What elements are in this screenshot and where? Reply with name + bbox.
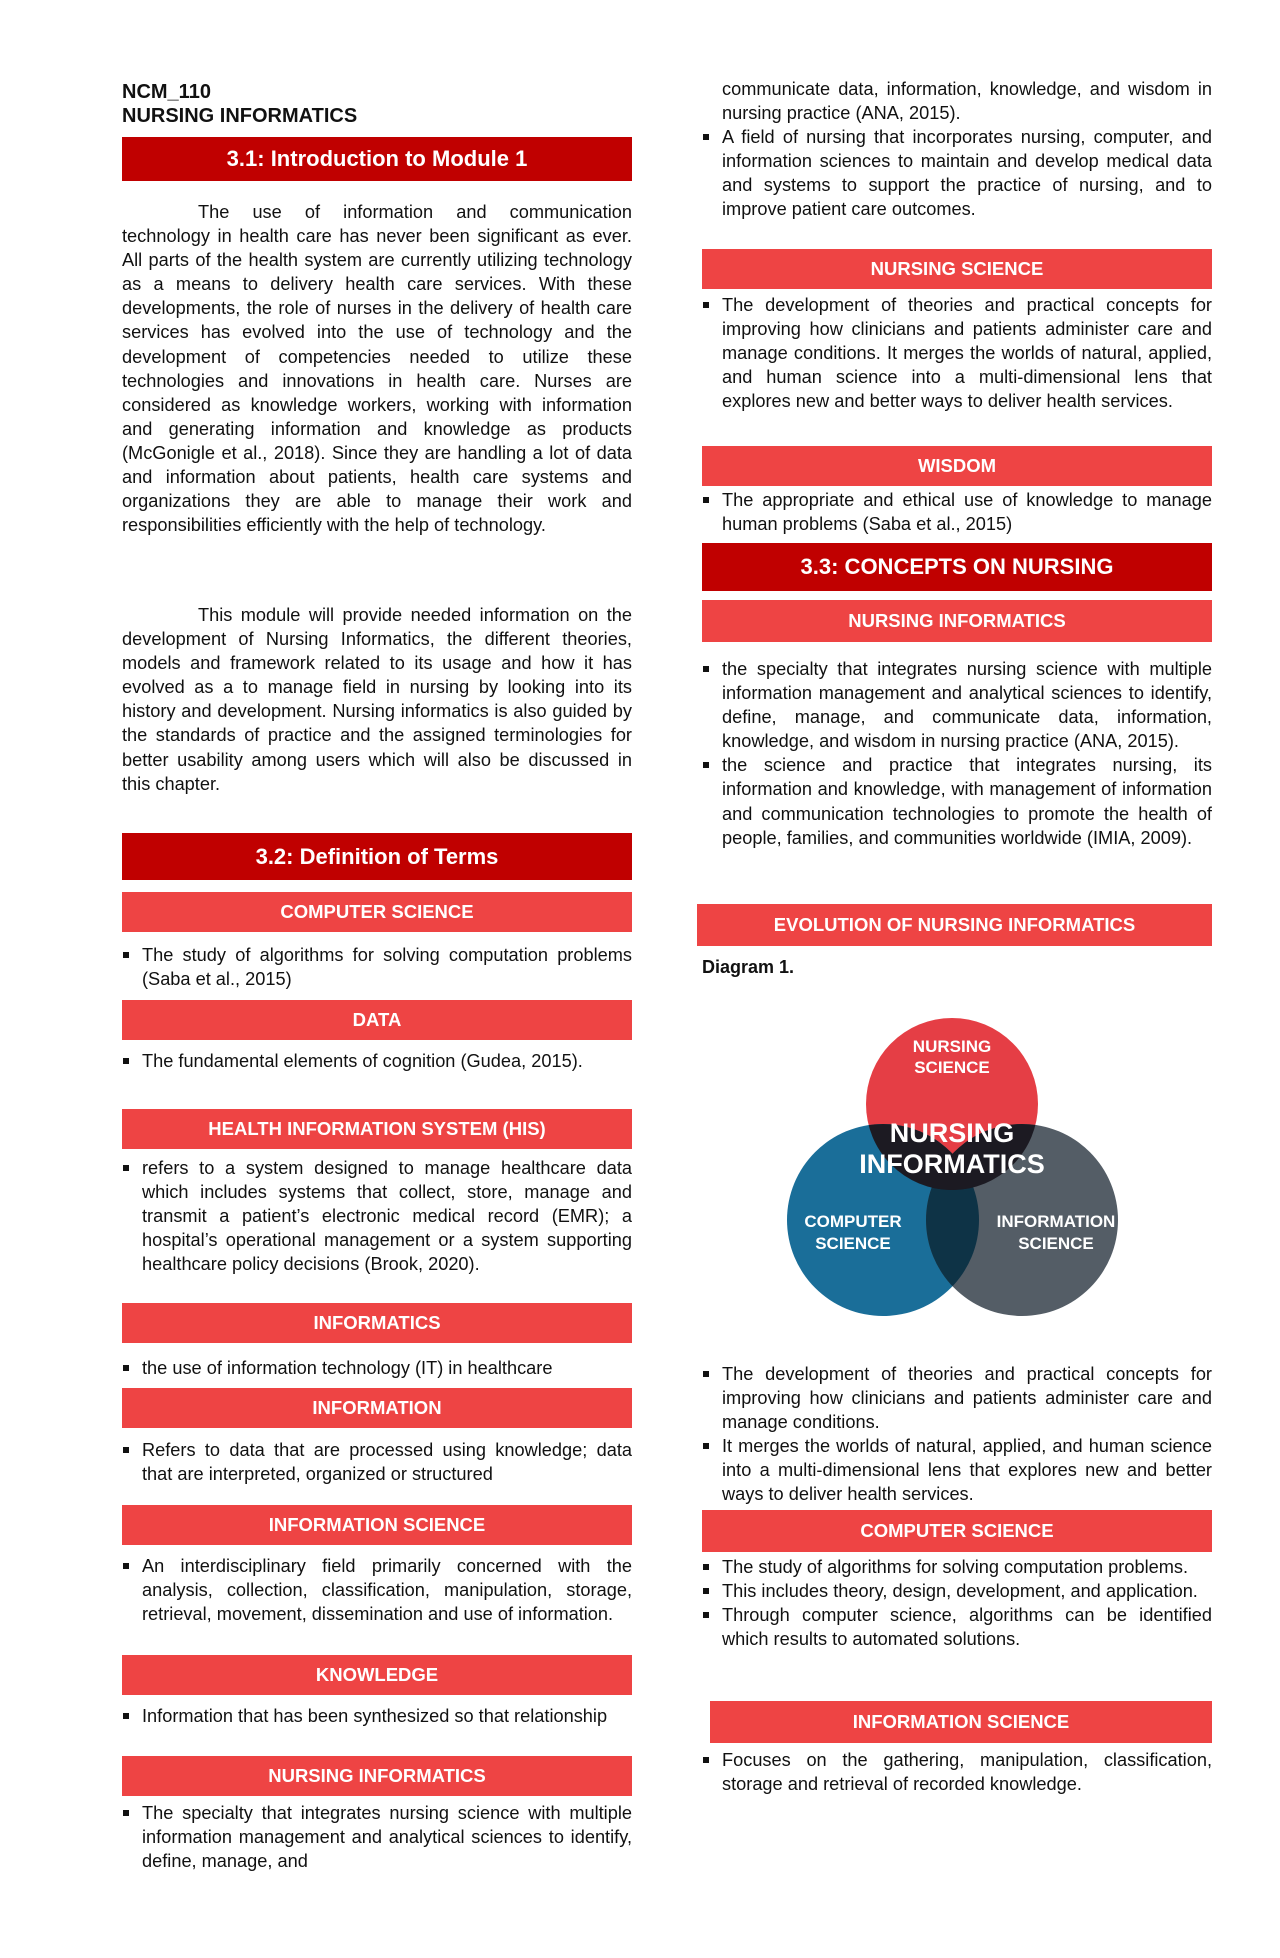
term-label-information-science: INFORMATION SCIENCE <box>122 1505 632 1545</box>
list-item: Through computer science, algorithms can be identified which results to automated solutions. <box>702 1603 1212 1651</box>
term-list-knowledge <box>122 1704 632 1728</box>
term-label-nursing-science: NURSING SCIENCE <box>702 249 1212 289</box>
concept-label-nursing-informatics: NURSING INFORMATICS <box>702 600 1212 642</box>
concept-list-information-science <box>702 1748 1212 1796</box>
term-label-computer-science: COMPUTER SCIENCE <box>122 892 632 932</box>
section-heading-3-3: 3.3: CONCEPTS ON NURSING <box>702 543 1212 591</box>
term-label-informatics: INFORMATICS <box>122 1303 632 1343</box>
concept-label-information-science: INFORMATION SCIENCE <box>710 1701 1212 1743</box>
nursing-informatics-continued: communicate data, information, knowledge, and wisdom in nursing practice (ANA, 2015). <box>722 79 1212 124</box>
list-item: The development of theories and practical concepts for improving how clinicians and patients administer care and manage conditions. <box>702 1362 1212 1434</box>
venn-label-center-1: NURSING <box>889 1118 1015 1148</box>
document-title: NURSING INFORMATICS <box>122 105 358 127</box>
concept-list-nursing-informatics <box>702 657 1212 850</box>
venn-label-right-1: INFORMATION <box>996 1212 1116 1231</box>
list-item: The specialty that integrates nursing science with multiple information management and analytical sciences to identify, define, manage, and <box>122 1801 632 1873</box>
term-list-information <box>122 1438 632 1486</box>
term-list-information-science <box>122 1554 632 1626</box>
list-item: the use of information technology (IT) in healthcare <box>122 1356 632 1380</box>
intro-paragraph-1 <box>122 200 632 537</box>
list-item: The study of algorithms for solving computation problems. <box>702 1555 1212 1579</box>
term-list-nursing-informatics <box>122 1801 632 1873</box>
intro-paragraph-2-text: This module will provide needed information on the development of Nursing Informatics, the different theories, models and framework related to its usage and how it has evolved as a to manage field in nursing by looking into its history and development. Nursing informatics is also guided by the standards of practice and the assigned terminologies for better usability among users which will also be discussed in this chapter. <box>122 605 632 794</box>
term-label-his: HEALTH INFORMATION SYSTEM (HIS) <box>122 1109 632 1149</box>
intro-paragraph-2 <box>122 603 632 796</box>
list-item: A field of nursing that incorporates nursing, computer, and information sciences to maintain and develop medical data and systems to support the practice of nursing, and to improve patient care outcomes. <box>702 125 1212 221</box>
section-heading-3-1: 3.1: Introduction to Module 1 <box>122 137 632 181</box>
list-item: Focuses on the gathering, manipulation, classification, storage and retrieval of recorded knowledge. <box>702 1748 1212 1796</box>
nursing-science-evolution-list <box>702 1362 1212 1507</box>
list-item: refers to a system designed to manage healthcare data which includes systems that collect, store, manage and transmit a patient’s electronic medical record (EMR); a hospital’s operational management or a system supporting healthcare policy decisions (Brook, 2020). <box>122 1156 632 1276</box>
term-list-nursing-science <box>702 293 1212 413</box>
venn-label-top-2: SCIENCE <box>914 1058 990 1077</box>
term-list-data <box>122 1049 632 1073</box>
list-item: It merges the worlds of natural, applied, and human science into a multi-dimensional lens that explores new and better ways to deliver health services. <box>702 1434 1212 1506</box>
list-item: This includes theory, design, development, and application. <box>702 1579 1212 1603</box>
diagram-caption: Diagram 1. <box>702 957 795 977</box>
venn-label-center-2: INFORMATICS <box>859 1149 1045 1179</box>
venn-label-right-2: SCIENCE <box>1018 1234 1094 1253</box>
list-item: the science and practice that integrates nursing, its information and knowledge, with management of information and communication technologies to promote the health of people, families, and communities worldwide (IMIA, 2009). <box>702 753 1212 849</box>
list-item: The development of theories and practical concepts for improving how clinicians and patients administer care and manage conditions. It merges the worlds of natural, applied, and human science into a multi-dimensional lens that explores new and better ways to deliver health services. <box>702 293 1212 413</box>
term-label-wisdom: WISDOM <box>702 446 1212 486</box>
section-heading-3-2: 3.2: Definition of Terms <box>122 833 632 880</box>
list-item: The appropriate and ethical use of knowledge to manage human problems (Saba et al., 2015) <box>702 488 1212 536</box>
concept-label-computer-science: COMPUTER SCIENCE <box>702 1510 1212 1552</box>
term-label-nursing-informatics: NURSING INFORMATICS <box>122 1756 632 1796</box>
list-item: Information that has been synthesized so that relationship <box>122 1704 632 1728</box>
term-label-knowledge: KNOWLEDGE <box>122 1655 632 1695</box>
concept-list-computer-science <box>702 1555 1212 1651</box>
list-item: the specialty that integrates nursing science with multiple information management and analytical sciences to identify, define, manage, and communicate data, information, knowledge, and wisdom in nursing practice (ANA, 2015). <box>702 657 1212 753</box>
list-item: The study of algorithms for solving computation problems (Saba et al., 2015) <box>122 943 632 991</box>
venn-label-left-2: SCIENCE <box>815 1234 891 1253</box>
nursing-informatics-list-continued <box>702 125 1212 221</box>
term-list-informatics <box>122 1356 632 1380</box>
intro-paragraph-1-text: The use of information and communication technology in health care has never been significant as ever. All parts of the health system are currently utilizing technology as a means to delivery health care services. With these developments, the role of nurses in the delivery of health care services has evolved into the use of technology and the development of competencies needed to utilize these technologies and innovations in health care. Nurses are considered as knowledge workers, working with information and generating information and knowledge as products (McGonigle et al., 2018). Since they are handling a lot of data and information about patients, health care systems and organizations they are able to manage their work and responsibilities efficiently with the help of technology. <box>122 202 632 536</box>
concept-label-evolution: EVOLUTION OF NURSING INFORMATICS <box>697 904 1212 946</box>
term-list-computer-science <box>122 943 632 991</box>
list-item: The fundamental elements of cognition (Gudea, 2015). <box>122 1049 632 1073</box>
list-item: An interdisciplinary field primarily concerned with the analysis, collection, classification, manipulation, storage, retrieval, movement, dissemination and use of information. <box>122 1554 632 1626</box>
term-label-data: DATA <box>122 1000 632 1040</box>
venn-label-top-1: NURSING <box>912 1037 992 1056</box>
nursing-informatics-venn-diagram <box>766 1006 1136 1336</box>
list-item: Refers to data that are processed using knowledge; data that are interpreted, organized or structured <box>122 1438 632 1486</box>
term-list-his <box>122 1156 632 1276</box>
term-label-information: INFORMATION <box>122 1388 632 1428</box>
term-list-wisdom <box>702 488 1212 536</box>
course-code: NCM_110 <box>122 81 211 103</box>
venn-label-left-1: COMPUTER <box>804 1212 902 1231</box>
